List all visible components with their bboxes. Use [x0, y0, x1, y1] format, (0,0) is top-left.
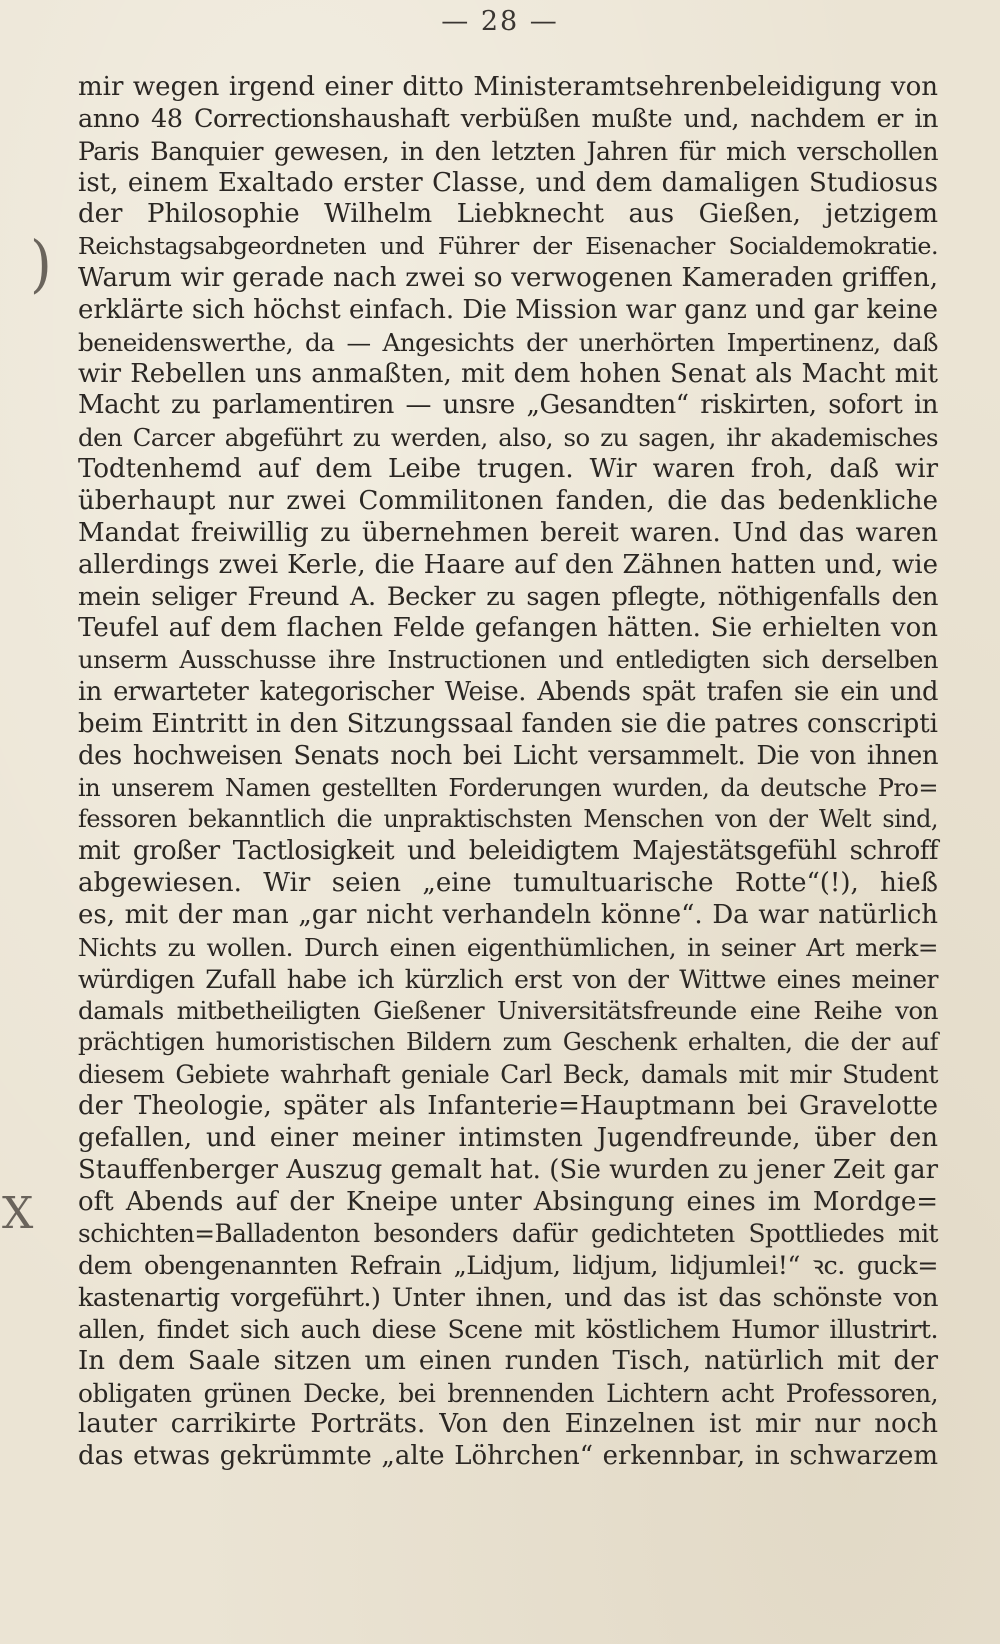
text-line: überhaupt nur zwei Commilitonen fanden, die das bedenkliche: [78, 485, 938, 516]
text-line: allerdings zwei Kerle, die Haare auf den Zähnen hatten und, wie: [78, 549, 938, 580]
text-line: würdigen Zufall habe ich kürzlich erst von der Wittwe eines meiner: [78, 964, 938, 994]
text-line: obligaten grünen Decke, bei brennenden Lichtern acht Professoren,: [78, 1378, 938, 1408]
text-line: lauter carrikirte Porträts. Von den Einzelnen ist mir nur noch: [78, 1409, 938, 1440]
text-line: diesem Gebiete wahrhaft geniale Carl Beck, damals mit mir Student: [78, 1060, 938, 1090]
text-line: es, mit der man „gar nicht verhandeln könne“. Da war natürlich: [78, 899, 938, 930]
text-line: Paris Banquier gewesen, in den letzten Jahren für mich verschollen: [78, 136, 938, 166]
text-line: mit großer Tactlosigkeit und beleidigtem Majestätsgefühl schroff: [78, 836, 938, 867]
text-line: in unserem Namen gestellten Forderungen wurden, da deutsche Pro=: [78, 773, 938, 802]
text-line: gefallen, und einer meiner intimsten Jugendfreunde, über den: [78, 1122, 938, 1153]
text-line: In dem Saale sitzen um einen runden Tisch, natürlich mit der: [78, 1345, 938, 1376]
text-line: oft Abends auf der Kneipe unter Absingung eines im Mordge=: [78, 1186, 938, 1217]
margin-bracket-mark: ): [30, 228, 52, 301]
text-line: den Carcer abgeführt zu werden, also, so zu sagen, ihr akademisches: [78, 423, 938, 453]
text-line: Mandat freiwillig zu übernehmen bereit waren. Und das waren: [78, 517, 938, 548]
margin-cross-mark: X: [2, 1188, 34, 1239]
text-line: das etwas gekrümmte „alte Löhrchen“ erkennbar, in schwarzem: [78, 1441, 938, 1472]
text-line: dem obengenannten Refrain „Lidjum, lidjum, lidjumlei!“ ꝛc. guck=: [78, 1250, 938, 1281]
text-line: des hochweisen Senats noch bei Licht versammelt. Die von ihnen: [78, 740, 938, 771]
text-line: prächtigen humoristischen Bildern zum Geschenk erhalten, die der auf: [78, 1028, 938, 1057]
text-line: fessoren bekanntlich die unpraktischsten Menschen von der Welt sind,: [78, 805, 938, 834]
text-line: beneidenswerthe, da — Angesichts der unerhörten Impertinenz, daß: [78, 327, 938, 357]
text-line: Macht zu parlamentiren — unsre „Gesandten“ riskirten, sofort in: [78, 390, 938, 421]
text-line: wir Rebellen uns anmaßten, mit dem hohen Senat als Macht mit: [78, 358, 938, 389]
page-number: — 28 —: [441, 6, 559, 37]
text-line: schichten=Balladenton besonders dafür gedichteten Spottliedes mit: [78, 1219, 938, 1249]
text-line: Warum wir gerade nach zwei so verwogenen Kameraden griffen,: [78, 263, 938, 294]
body-text: [78, 72, 938, 1473]
text-line: unserm Ausschusse ihre Instructionen und entledigten sich derselben: [78, 646, 938, 675]
text-line: Stauffenberger Auszug gemalt hat. (Sie wurden zu jener Zeit gar: [78, 1154, 938, 1185]
text-line: der Philosophie Wilhelm Liebknecht aus Gießen, jetzigem: [78, 199, 938, 230]
text-line: mein seliger Freund A. Becker zu sagen pflegte, nöthigenfalls den: [78, 581, 938, 612]
text-line: beim Eintritt in den Sitzungssaal fanden sie die patres conscripti: [78, 708, 938, 739]
text-line: der Theologie, später als Infanterie=Hauptmann bei Gravelotte: [78, 1091, 938, 1121]
text-line: in erwarteter kategorischer Weise. Abends spät trafen sie ein und: [78, 677, 938, 708]
text-line: Reichstagsabgeordneten und Führer der Eisenacher Socialdemokratie.: [78, 232, 938, 261]
text-line: allen, findet sich auch diese Scene mit köstlichem Humor illustrirt.: [78, 1314, 938, 1344]
text-line: abgewiesen. Wir seien „eine tumultuarische Rotte“(!), hieß: [78, 868, 938, 899]
text-line: Todtenhemd auf dem Leibe trugen. Wir waren froh, daß wir: [78, 454, 938, 485]
text-line: erklärte sich höchst einfach. Die Mission war ganz und gar keine: [78, 294, 938, 325]
text-line: ist, einem Exaltado erster Classe, und dem damaligen Studiosus: [78, 167, 938, 198]
text-line: mir wegen irgend einer ditto Ministeramtsehrenbeleidigung von: [78, 72, 938, 102]
text-line: kastenartig vorgeführt.) Unter ihnen, und das ist das schönste von: [78, 1282, 938, 1313]
text-line: Teufel auf dem flachen Felde gefangen hätten. Sie erhielten von: [78, 613, 938, 644]
text-line: damals mitbetheiligten Gießener Universitätsfreunde eine Reihe von: [78, 996, 938, 1026]
text-line: Nichts zu wollen. Durch einen eigenthümlichen, in seiner Art merk=: [78, 932, 938, 962]
text-line: anno 48 Correctionshaushaft verbüßen mußte und, nachdem er in: [78, 103, 938, 134]
